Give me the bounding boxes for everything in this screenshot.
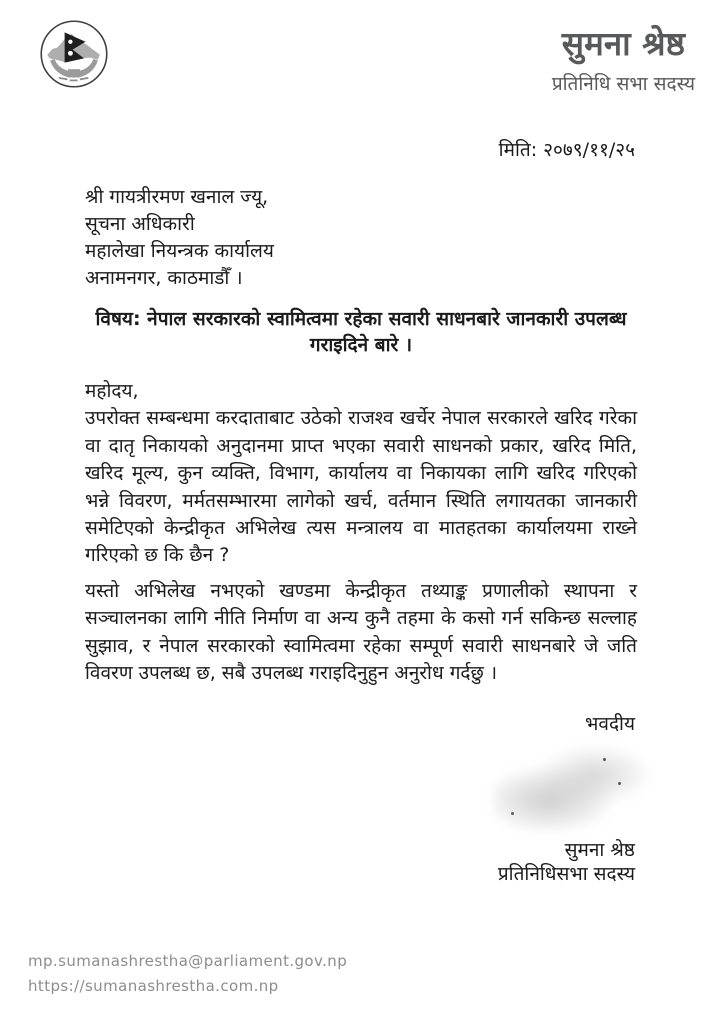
signature-ink-speck xyxy=(603,758,606,761)
valediction: भवदीय xyxy=(585,713,635,735)
signature-ink-speck xyxy=(511,812,514,815)
recipient-line: सूचना अधिकारी xyxy=(85,213,195,235)
signatory-title: प्रतिनिधिसभा सदस्य xyxy=(497,863,635,885)
signatory-name: सुमना श्रेष्ठ xyxy=(564,839,635,861)
footer xyxy=(28,949,347,999)
recipient-line: महालेखा नियन्त्रक कार्यालय xyxy=(85,240,274,262)
subject-line: विषय: नेपाल सरकारको स्वामित्वमा रहेका सवारी साधनबारे जानकारी उपलब्ध गराइदिने बारे । xyxy=(95,308,627,356)
signature-blurred xyxy=(493,742,648,832)
letterhead xyxy=(552,24,695,96)
recipient-line: श्री गायत्रीरमण खनाल ज्यू, xyxy=(85,186,269,208)
signature-blur-blob xyxy=(493,742,648,832)
letterhead-name: सुमना श्रेष्ठ xyxy=(561,24,685,63)
footer-email[interactable]: mp.sumanashrestha@parliament.gov.np xyxy=(28,952,348,970)
footer-website[interactable]: https://sumanashrestha.com.np xyxy=(28,977,279,995)
date-line: मिति: २०७९/११/२५ xyxy=(498,139,635,161)
recipient-line: अनामनगर, काठमाडौँ । xyxy=(85,267,243,289)
recipient-block xyxy=(85,184,274,292)
letterhead-title: प्रतिनिधि सभा सदस्य xyxy=(551,72,695,95)
letter-body xyxy=(85,378,637,687)
signatory-block xyxy=(498,838,635,886)
salutation: महोदय, xyxy=(85,380,139,402)
nepal-emblem-icon xyxy=(38,18,110,90)
emblem-logo xyxy=(38,18,110,90)
body-paragraph-2: यस्तो अभिलेख नभएको खण्डमा केन्द्रीकृत तथ्याङ्क प्रणालीको स्थापना र सञ्चालनका लागि नीति निर्माण वा अन्य कुनै तहमा के कसो गर्न सकिन्छ सल्लाह सुझाव, र नेपाल सरकारको स्वामित्वमा रहेका सम्पूर्ण सवारी साधनबारे जे जति विवरण उपलब्ध छ, सबै उपलब्ध गराइदिनुहुन अनुरोध गर्दछु । xyxy=(85,579,637,685)
signature-ink-speck xyxy=(618,782,621,785)
body-paragraph-1: उपरोक्त सम्बन्धमा करदाताबाट उठेको राजश्व खर्चेर नेपाल सरकारले खरिद गरेका वा दातृ निकायको अनुदानमा प्राप्त भएका सवारी साधनको प्रकार, खरिद मिति, खरिद मूल्य, कुन व्यक्ति, विभाग, कार्यालय वा निकायका लागि खरिद गरिएको भन्ने विवरण, मर्मतसम्भारमा लागेको खर्च, वर्तमान स्थिति लगायतका जानकारी समेटिएको केन्द्रीकृत अभिलेख त्यस मन्त्रालय वा मातहतका कार्यालयमा राख्ने गरिएको छ कि छैन ? xyxy=(85,407,637,567)
